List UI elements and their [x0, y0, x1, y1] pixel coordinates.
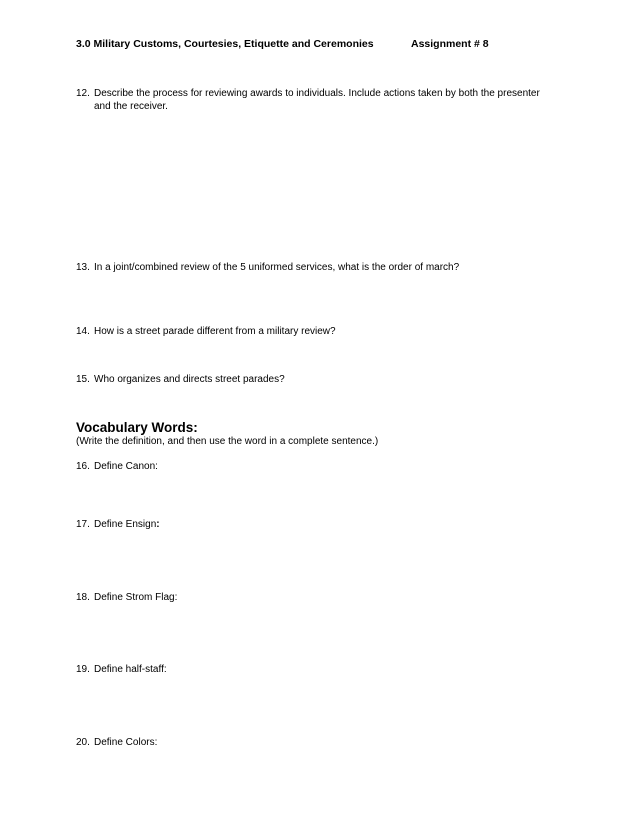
question-text: Who organizes and directs street parades? — [94, 374, 285, 385]
question-number: 13. — [76, 262, 90, 273]
vocab-term: Define Colors: — [94, 737, 158, 748]
question-14 — [76, 326, 596, 339]
vocab-item-17 — [76, 519, 376, 532]
question-12 — [76, 88, 596, 114]
question-number: 16. — [76, 461, 90, 472]
question-number: 15. — [76, 374, 90, 385]
vocabulary-heading: Vocabulary Words: — [76, 420, 198, 435]
vocab-term: Define half-staff: — [94, 664, 167, 675]
question-number: 20. — [76, 737, 90, 748]
vocab-term: Define Strom Flag: — [94, 592, 178, 603]
question-15 — [76, 374, 596, 387]
vocab-item-20 — [76, 737, 376, 750]
vocab-term: Define Canon: — [94, 461, 158, 472]
question-number: 19. — [76, 664, 90, 675]
vocab-term-wrapper — [94, 519, 160, 532]
vocab-item-19 — [76, 664, 376, 677]
vocab-term: Define Ensign — [94, 519, 157, 530]
question-number: 14. — [76, 326, 90, 337]
header-title: 3.0 Military Customs, Courtesies, Etiquette and Ceremonies — [76, 38, 374, 50]
question-number: 12. — [76, 88, 90, 99]
question-number: 17. — [76, 519, 90, 530]
vocab-item-16 — [76, 461, 376, 474]
vocab-term-colon: : — [156, 519, 160, 530]
question-number: 18. — [76, 592, 90, 603]
question-13 — [76, 262, 596, 275]
question-text: Describe the process for reviewing awards to individuals. Include actions taken by both the presenter — [94, 88, 540, 99]
question-text-continued: and the receiver. — [94, 100, 168, 112]
question-text: How is a street parade different from a military review? — [94, 326, 336, 337]
question-text: In a joint/combined review of the 5 uniformed services, what is the order of march? — [94, 262, 460, 273]
vocab-item-18 — [76, 592, 376, 605]
assignment-number: Assignment # 8 — [411, 38, 489, 50]
vocabulary-instructions: (Write the definition, and then use the word in a complete sentence.) — [76, 436, 379, 447]
